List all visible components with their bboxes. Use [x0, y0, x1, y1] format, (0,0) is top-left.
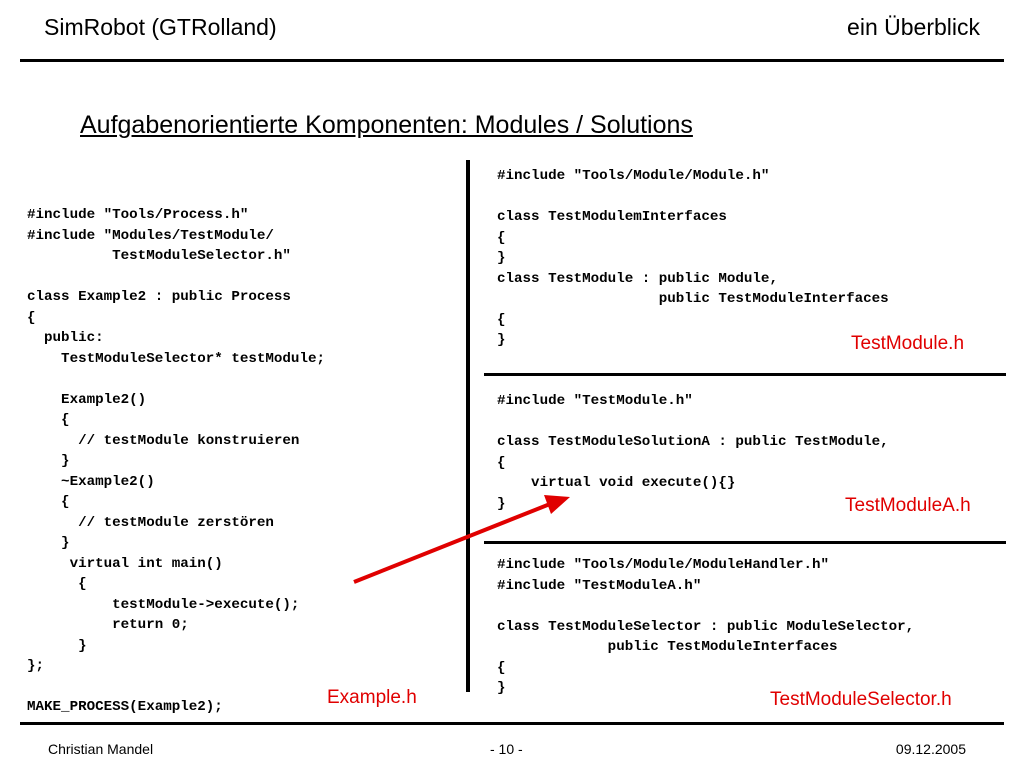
slide-subtitle: Aufgabenorientierte Komponenten: Modules / Solutions: [80, 111, 693, 139]
footer-page-number: - 10 -: [490, 741, 523, 757]
selector-file-label: TestModuleSelector.h: [770, 689, 952, 710]
testmodulea-file-label: TestModuleA.h: [845, 495, 971, 516]
testmodule-code-block: #include "Tools/Module/Module.h" class TestModulemInterfaces { } class TestModule : public Module, public TestModuleInterfaces { }: [497, 168, 889, 348]
example-code-block: #include "Tools/Process.h" #include "Modules/TestModule/ TestModuleSelector.h" class Example2 : public Process { public: TestModuleSelector* testModule; Example2() { // testModule konstruieren } ~Example2() { // testModule zerstören } virtual int main() { testModule->execute(); return 0; } }; MAKE_PROCESS(Example2);: [27, 207, 325, 715]
footer-author: Christian Mandel: [48, 741, 154, 757]
testmodulea-code-block: #include "TestModule.h" class TestModuleSolutionA : public TestModule, { virtual void execute(){} }: [497, 393, 889, 512]
execute-arrow-head: [544, 495, 570, 514]
header-title: SimRobot (GTRolland): [44, 14, 277, 40]
header-topic: ein Überblick: [847, 14, 980, 40]
testmodule-file-label: TestModule.h: [851, 333, 965, 354]
execute-arrow-line: [354, 504, 550, 582]
footer-rule: [20, 722, 1004, 725]
example-file-label: Example.h: [327, 687, 417, 708]
selector-code-block: #include "Tools/Module/ModuleHandler.h" #include "TestModuleA.h" class TestModuleSelector : public ModuleSelector, public TestModuleInterfaces { }: [497, 557, 915, 696]
footer-date: 09.12.2005: [895, 741, 966, 757]
